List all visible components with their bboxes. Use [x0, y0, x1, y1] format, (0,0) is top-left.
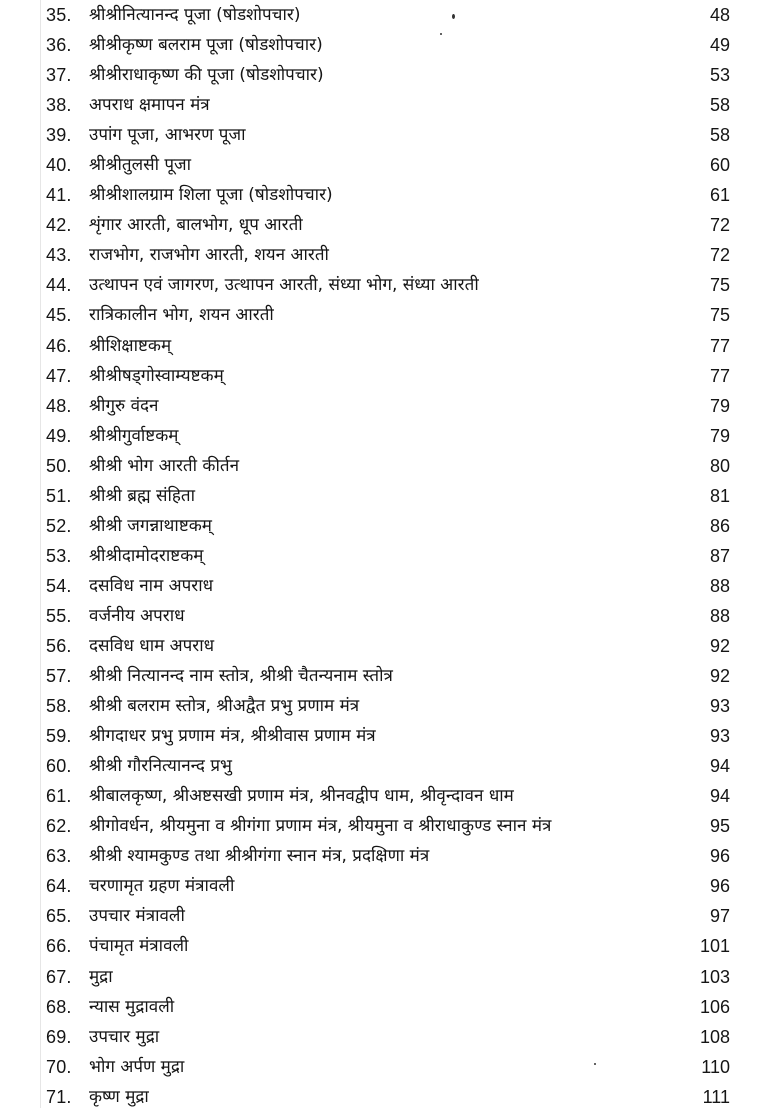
entry-title: श्रीश्रीदामोदराष्टकम् [89, 545, 204, 566]
entry-page-number: 88 [709, 575, 730, 596]
entry-page-number: 80 [709, 455, 730, 476]
toc-entry [0, 571, 780, 601]
entry-page-number: 75 [709, 305, 730, 326]
toc-entry [0, 1022, 780, 1052]
toc-entry [0, 931, 780, 961]
entry-title: श्रीबालकृष्ण, श्रीअष्टसखी प्रणाम मंत्र, श्रीनवद्वीप धाम, श्रीवृन्दावन धाम [89, 786, 514, 807]
toc-entry [0, 30, 780, 60]
entry-title: चरणामृत ग्रहण मंत्रावली [89, 876, 235, 897]
entry-page-number: 94 [709, 786, 730, 807]
entry-title: श्रीशिक्षाष्टकम् [89, 335, 172, 356]
toc-entry [0, 60, 780, 90]
toc-entry [0, 541, 780, 571]
entry-title: श्रीश्रीतुलसी पूजा [89, 155, 192, 176]
entry-number: 51. [46, 485, 72, 506]
entry-title: श्रीश्री जगन्नाथाष्टकम् [89, 515, 212, 536]
toc-entry [0, 661, 780, 691]
entry-number: 54. [46, 575, 72, 596]
entry-number: 39. [46, 125, 72, 146]
toc-entry [0, 270, 780, 300]
entry-number: 46. [46, 335, 72, 356]
entry-number: 67. [46, 966, 72, 987]
toc-entry [0, 421, 780, 451]
entry-number: 37. [46, 65, 72, 86]
entry-page-number: 77 [709, 335, 730, 356]
toc-entry [0, 391, 780, 421]
entry-page-number: 92 [709, 635, 730, 656]
entry-title: वर्जनीय अपराध [89, 605, 185, 626]
entry-page-number: 106 [699, 996, 730, 1017]
entry-title: श्रीश्रीगुर्वाष्टकम् [89, 425, 179, 446]
entry-number: 50. [46, 455, 72, 476]
entry-title: श्रीश्रीशालग्राम शिला पूजा (षोडशोपचार) [89, 185, 333, 206]
entry-page-number: 93 [709, 726, 730, 747]
toc-entry [0, 120, 780, 150]
entry-number: 68. [46, 996, 72, 1017]
entry-page-number: 101 [699, 936, 730, 957]
entry-title: रात्रिकालीन भोग, शयन आरती [89, 305, 274, 326]
entry-page-number: 110 [701, 1056, 730, 1077]
toc-entry [0, 962, 780, 992]
toc-entry [0, 601, 780, 631]
entry-page-number: 95 [709, 816, 730, 837]
entry-number: 57. [46, 666, 72, 687]
entry-title: श्रीश्री ब्रह्म संहिता [89, 485, 196, 506]
entry-page-number: 87 [709, 545, 730, 566]
entry-number: 45. [46, 305, 72, 326]
entry-title: राजभोग, राजभोग आरती, शयन आरती [89, 245, 329, 266]
toc-entry [0, 1052, 780, 1082]
entry-number: 41. [46, 185, 72, 206]
entry-page-number: 94 [709, 756, 730, 777]
entry-title: उपांग पूजा, आभरण पूजा [89, 125, 246, 146]
entry-page-number: 77 [709, 365, 730, 386]
toc-entry [0, 631, 780, 661]
entry-page-number: 49 [709, 35, 730, 56]
entry-number: 38. [46, 95, 72, 116]
entry-number: 59. [46, 726, 72, 747]
toc-entry [0, 481, 780, 511]
toc-entry [0, 150, 780, 180]
toc-entry [0, 721, 780, 751]
entry-page-number: 79 [709, 425, 730, 446]
entry-title: अपराध क्षमापन मंत्र [89, 95, 210, 116]
entry-number: 71. [46, 1086, 72, 1107]
entry-number: 48. [46, 395, 72, 416]
entry-title: कृष्ण मुद्रा [89, 1086, 149, 1107]
entry-number: 43. [46, 245, 72, 266]
entry-page-number: 61 [709, 185, 730, 206]
entry-page-number: 72 [709, 215, 730, 236]
entry-page-number: 60 [709, 155, 730, 176]
entry-title: श्रीश्री गौरनित्यानन्द प्रभु [89, 756, 232, 777]
entry-page-number: 96 [709, 846, 730, 867]
entry-page-number: 88 [709, 605, 730, 626]
entry-page-number: 58 [709, 95, 730, 116]
toc-entry [0, 1082, 780, 1112]
entry-title: श्रीश्रीराधाकृष्ण की पूजा (षोडशोपचार) [89, 65, 324, 86]
entry-number: 36. [46, 35, 72, 56]
toc-entry [0, 300, 780, 330]
entry-number: 62. [46, 816, 72, 837]
toc-entry [0, 361, 780, 391]
entry-page-number: 93 [709, 696, 730, 717]
entry-title: उपचार मंत्रावली [89, 906, 185, 927]
toc-entry [0, 0, 780, 30]
entry-number: 69. [46, 1026, 72, 1047]
entry-title: श्रीश्री बलराम स्तोत्र, श्रीअद्वैत प्रभु प्रणाम मंत्र [89, 696, 360, 717]
entry-page-number: 97 [709, 906, 730, 927]
entry-number: 42. [46, 215, 72, 236]
entry-title: भोग अर्पण मुद्रा [89, 1056, 185, 1077]
entry-title: श्रीश्री भोग आरती कीर्तन [89, 455, 240, 476]
entry-title: श्रीश्रीकृष्ण बलराम पूजा (षोडशोपचार) [89, 35, 323, 56]
entry-number: 35. [46, 5, 72, 25]
toc-entry [0, 210, 780, 240]
entry-title: दसविध नाम अपराध [89, 575, 214, 596]
entry-title: श्रीश्रीषड्गोस्वाम्यष्टकम् [89, 365, 224, 386]
toc-entry [0, 451, 780, 481]
toc-entry [0, 240, 780, 270]
entry-title: दसविध धाम अपराध [89, 635, 215, 656]
entry-page-number: 108 [699, 1026, 730, 1047]
entry-page-number: 103 [699, 966, 730, 987]
entry-title: श्रीगुरु वंदन [89, 395, 159, 416]
entry-number: 56. [46, 635, 72, 656]
entry-page-number: 48 [709, 5, 730, 25]
entry-page-number: 53 [709, 65, 730, 86]
entry-page-number: 79 [709, 395, 730, 416]
entry-page-number: 81 [709, 485, 730, 506]
entry-title: श्रीगोवर्धन, श्रीयमुना व श्रीगंगा प्रणाम मंत्र, श्रीयमुना व श्रीराधाकुण्ड स्नान मंत्र [89, 816, 552, 837]
entry-title: पंचामृत मंत्रावली [89, 936, 189, 957]
toc-entry [0, 691, 780, 721]
toc-entry [0, 90, 780, 120]
entry-title: मुद्रा [89, 966, 113, 987]
toc-entry [0, 511, 780, 541]
entry-number: 49. [46, 425, 72, 446]
entry-title: श्रीश्री नित्यानन्द नाम स्तोत्र, श्रीश्री चैतन्यनाम स्तोत्र [89, 666, 393, 687]
entry-title: श्रीश्री श्यामकुण्ड तथा श्रीश्रीगंगा स्नान मंत्र, प्रदक्षिणा मंत्र [89, 846, 430, 867]
entry-number: 70. [46, 1056, 72, 1077]
entry-page-number: 58 [709, 125, 730, 146]
toc-entry [0, 992, 780, 1022]
entry-title: शृंगार आरती, बालभोग, धूप आरती [89, 215, 303, 236]
entry-number: 44. [46, 275, 72, 296]
toc-entry [0, 841, 780, 871]
entry-page-number: 96 [709, 876, 730, 897]
entry-page-number: 111 [702, 1086, 730, 1107]
toc-entry [0, 781, 780, 811]
entry-number: 55. [46, 605, 72, 626]
entry-number: 64. [46, 876, 72, 897]
entry-title: उत्थापन एवं जागरण, उत्थापन आरती, संध्या भोग, संध्या आरती [89, 275, 479, 296]
entry-number: 58. [46, 696, 72, 717]
toc-entry [0, 180, 780, 210]
entry-page-number: 86 [709, 515, 730, 536]
entry-number: 66. [46, 936, 72, 957]
entry-title: श्रीगदाधर प्रभु प्रणाम मंत्र, श्रीश्रीवास प्रणाम मंत्र [89, 726, 376, 747]
toc-entry [0, 331, 780, 361]
entry-page-number: 72 [709, 245, 730, 266]
toc-entry [0, 901, 780, 931]
toc-entry [0, 751, 780, 781]
entry-title: उपचार मुद्रा [89, 1026, 160, 1047]
entry-number: 63. [46, 846, 72, 867]
entry-title: न्यास मुद्रावली [89, 996, 175, 1017]
toc-entry [0, 811, 780, 841]
entry-number: 60. [46, 756, 72, 777]
entry-number: 61. [46, 786, 72, 807]
entry-number: 40. [46, 155, 72, 176]
entry-number: 47. [46, 365, 72, 386]
entry-page-number: 75 [709, 275, 730, 296]
toc-entry [0, 871, 780, 901]
entry-number: 52. [46, 515, 72, 536]
entry-number: 53. [46, 545, 72, 566]
entry-title: श्रीश्रीनित्यानन्द पूजा (षोडशोपचार) [89, 5, 301, 25]
entry-page-number: 92 [709, 666, 730, 687]
entry-number: 65. [46, 906, 72, 927]
